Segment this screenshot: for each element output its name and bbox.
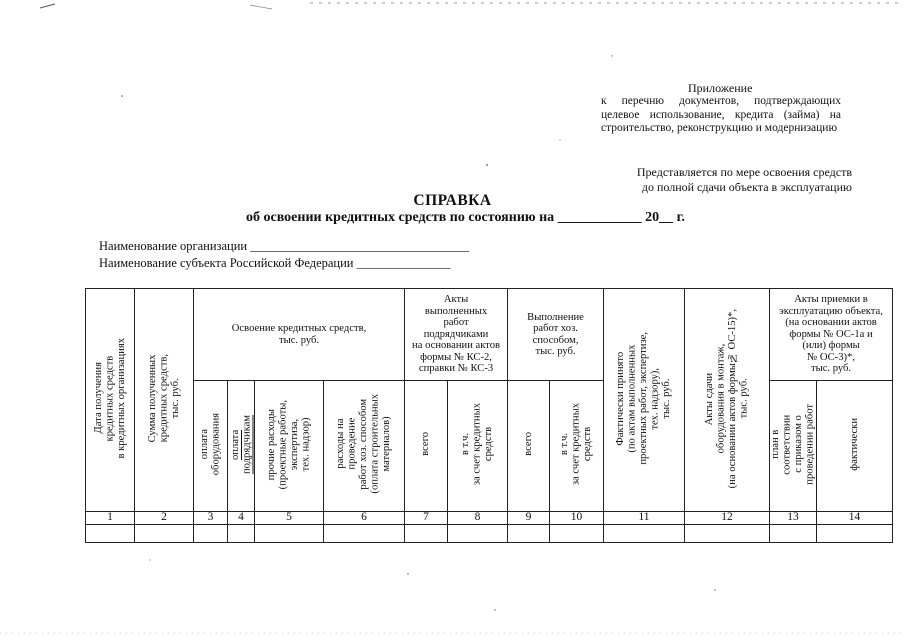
header-sum: Сумма полученных кредитных средств, тыс. руб. [135,289,194,512]
appendix-body: к перечню документов, подтверждающих целевое использование, кредита (займа) на строительство, реконструкцию и модернизацию [601,95,841,134]
col-number: 2 [135,512,194,525]
table-cell [604,525,685,543]
header-hoz-total: всего [508,381,550,512]
table-cell [550,525,604,543]
col-number: 10 [550,512,604,525]
document-title: СПРАВКА [413,192,492,209]
col-number: 9 [508,512,550,525]
col-number: 1 [86,512,135,525]
col-number: 4 [228,512,255,525]
header-acts-ks: Акты выполненных работ подрядчиками на основании актов формы № КС-2, справки № КС-3 [405,289,508,381]
appendix-title: Приложение [688,81,753,95]
column-number-row [86,512,893,525]
table-cell [255,525,324,543]
header-osv-equipment: оплата оборудования [194,381,228,512]
table-cell [194,525,228,543]
table-cell [508,525,550,543]
header-date: Дата получения кредитных средств в кредитных организациях [86,289,135,512]
credit-usage-table [85,288,893,543]
table-cell [324,525,405,543]
table-cell [685,525,770,543]
table-cell [770,525,817,543]
table-cell [405,525,448,543]
header-equip: Акты сдачи оборудования в монтаж, (на основании актов формы№ ОС-15)*, тыс. руб. [685,289,770,512]
header-fact: Фактически принято (по актам выполненных проектных работ, экспертизе, тех. надзору), тыс. руб. [604,289,685,512]
header-osvoenie: Освоение кредитных средств, тыс. руб. [194,289,405,381]
col-number: 12 [685,512,770,525]
table-cell [228,525,255,543]
table-cell [86,525,135,543]
col-number: 8 [448,512,508,525]
empty-data-row [86,525,893,543]
col-number: 3 [194,512,228,525]
header-acts-credit: в т.ч. за счет кредитных средств [448,381,508,512]
header-acceptance: Акты приемки в эксплуатацию объекта, (на основании актов формы № ОС-1а и (или) формы № ОС-3)*, тыс. руб. [770,289,893,381]
submission-note: Представляется по мере освоения средств до полной сдачи объекта в эксплуатацию [636,165,852,194]
header-osv-hoz: расходы на проведение работ хоз. способом (оплата строительных материалов) [324,381,405,512]
document-subtitle: об освоении кредитных средств по состоянию на ____________ 20__ г. [246,210,685,225]
header-acts-total: всего [405,381,448,512]
header-accept-plan: план в соответствии с приказом о проведении работ [770,381,817,512]
header-osv-contractors: оплата подрядчикам [228,381,255,512]
table-cell [817,525,893,543]
col-number: 14 [817,512,893,525]
col-number: 6 [324,512,405,525]
col-number: 5 [255,512,324,525]
table-cell [448,525,508,543]
col-number: 13 [770,512,817,525]
header-hoz: Выполнение работ хоз. способом, тыс. руб. [508,289,604,381]
organization-field: Наименование организации ___________________________________ [99,239,469,253]
col-number: 11 [604,512,685,525]
col-number: 7 [405,512,448,525]
header-hoz-credit: в т.ч. за счет кредитных средств [550,381,604,512]
table-cell [135,525,194,543]
header-osv-other: прочие расходы (проектные работы, экспертиза, тех. надзор) [255,381,324,512]
header-accept-fact: фактически [817,381,893,512]
region-field: Наименование субъекта Российской Федерации _______________ [99,256,451,270]
